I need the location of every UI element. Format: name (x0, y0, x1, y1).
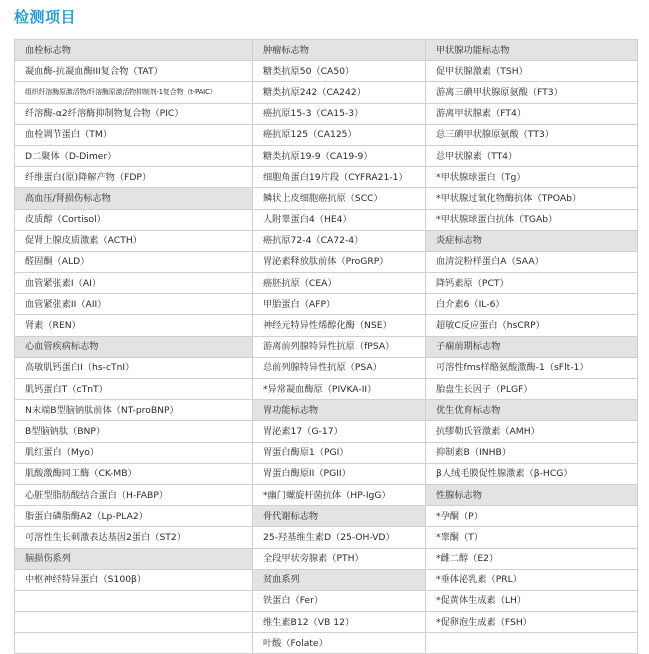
test-item: 降钙素原（PCT） (426, 273, 638, 294)
test-item: 白介素6（IL-6） (426, 294, 638, 315)
test-items-table (14, 39, 638, 654)
test-item: 维生素B12（VB 12） (253, 612, 426, 633)
test-item: 组织纤溶酶原激活物/纤溶酶原激活物抑制剂-1复合物（t-PAIC） (15, 82, 253, 103)
category-header: 脑损伤系列 (15, 548, 253, 569)
table-row (15, 103, 638, 124)
test-item: 总前列腺特异性抗原（PSA） (253, 357, 426, 378)
table-row (15, 209, 638, 230)
test-item: 心脏型脂肪酸结合蛋白（H-FABP） (15, 484, 253, 505)
test-item: 抗缪勒氏管激素（AMH） (426, 421, 638, 442)
table-row (15, 548, 638, 569)
test-item: *雌二醇（E2） (426, 548, 638, 569)
test-item: 细胞角蛋白19片段（CYFRA21-1） (253, 167, 426, 188)
test-item: *甲状腺球蛋白抗体（TGAb） (426, 209, 638, 230)
table-row (15, 357, 638, 378)
empty-cell (15, 590, 253, 611)
test-item: 胎盘生长因子（PLGF） (426, 379, 638, 400)
table-row (15, 251, 638, 272)
test-item: 高敏肌钙蛋白I（hs-cTnI） (15, 357, 253, 378)
test-item: 糖类抗原242（CA242） (253, 82, 426, 103)
test-item: 血清淀粉样蛋白A（SAA） (426, 251, 638, 272)
category-header: 炎症标志物 (426, 230, 638, 251)
test-item: *甲状腺过氧化物酶抗体（TPOAb） (426, 188, 638, 209)
table-row (15, 569, 638, 590)
table-row (15, 82, 638, 103)
test-item: 凝血酶-抗凝血酶III复合物（TAT） (15, 61, 253, 82)
test-item: 游离前列腺特异性抗原（fPSA） (253, 336, 426, 357)
category-header: 优生优育标志物 (426, 400, 638, 421)
test-item: 神经元特异性烯醇化酶（NSE） (253, 315, 426, 336)
table-row (15, 463, 638, 484)
test-item: 促肾上腺皮质激素（ACTH） (15, 230, 253, 251)
test-item: 胃泌素17（G-17） (253, 421, 426, 442)
category-header: 高血压/肾损伤标志物 (15, 188, 253, 209)
category-header: 性腺标志物 (426, 484, 638, 505)
test-item: 鳞状上皮细胞癌抗原（SCC） (253, 188, 426, 209)
table-row (15, 61, 638, 82)
test-item: 可溶性生长刺激表达基因2蛋白（ST2） (15, 527, 253, 548)
test-item: *促卵泡生成素（FSH） (426, 612, 638, 633)
test-item: 甲胎蛋白（AFP） (253, 294, 426, 315)
category-header: 骨代谢标志物 (253, 506, 426, 527)
test-item: 纤维蛋白(原)降解产物（FDP） (15, 167, 253, 188)
test-item: D二聚体（D-Dimer） (15, 145, 253, 166)
test-item: 胃泌素释放肽前体（ProGRP） (253, 251, 426, 272)
test-item: *促黄体生成素（LH） (426, 590, 638, 611)
category-header: 胃功能标志物 (253, 400, 426, 421)
table-row (15, 633, 638, 654)
table-row (15, 612, 638, 633)
table-row (15, 400, 638, 421)
table-row (15, 379, 638, 400)
test-item: 总甲状腺素（TT4） (426, 145, 638, 166)
test-item: N末端B型脑钠肽前体（NT-proBNP） (15, 400, 253, 421)
empty-cell (15, 633, 253, 654)
test-item: *孕酮（P） (426, 506, 638, 527)
test-item: 促甲状腺激素（TSH） (426, 61, 638, 82)
test-item: 游离三碘甲状腺原氨酸（FT3） (426, 82, 638, 103)
test-item: 中枢神经特异蛋白（S100β） (15, 569, 253, 590)
test-item: 游离甲状腺素（FT4） (426, 103, 638, 124)
test-item: 胃蛋白酶原II（PGII） (253, 463, 426, 484)
test-item: 癌抗原125（CA125） (253, 124, 426, 145)
test-item: 纤溶酶-α2纤溶酶抑制物复合物（PIC） (15, 103, 253, 124)
test-item: 皮质醇（Cortisol） (15, 209, 253, 230)
page-title: 检测项目 (14, 8, 77, 26)
table-row (15, 273, 638, 294)
test-item: 糖类抗原50（CA50） (253, 61, 426, 82)
test-item: *睾酮（T） (426, 527, 638, 548)
table-row (15, 484, 638, 505)
test-item: 人附睾蛋白4（HE4） (253, 209, 426, 230)
test-item: 可溶性fms样酪氨酸激酶-1（sFlt-1） (426, 357, 638, 378)
category-header: 血栓标志物 (15, 40, 253, 61)
category-header: 心血管疾病标志物 (15, 336, 253, 357)
category-header: 子痫前期标志物 (426, 336, 638, 357)
table-row (15, 124, 638, 145)
test-item: 血管紧张素II（AII） (15, 294, 253, 315)
test-item: 肌钙蛋白T（cTnT） (15, 379, 253, 400)
test-item: β人绒毛膜促性腺激素（β-HCG） (426, 463, 638, 484)
table-row (15, 145, 638, 166)
test-item: 血管紧张素I（AI） (15, 273, 253, 294)
category-header: 肿瘤标志物 (253, 40, 426, 61)
empty-cell (15, 612, 253, 633)
test-item: 抑制素B（INHB） (426, 442, 638, 463)
test-item: B型脑钠肽（BNP） (15, 421, 253, 442)
test-item: 醛固酮（ALD） (15, 251, 253, 272)
test-item: *甲状腺球蛋白（Tg） (426, 167, 638, 188)
test-item: 超敏C反应蛋白（hsCRP） (426, 315, 638, 336)
table-row (15, 527, 638, 548)
empty-cell (426, 633, 638, 654)
test-item: *垂体泌乳素（PRL） (426, 569, 638, 590)
table-row (15, 315, 638, 336)
test-item: 肌红蛋白（Myo） (15, 442, 253, 463)
table-row (15, 506, 638, 527)
table-row (15, 590, 638, 611)
table-row (15, 336, 638, 357)
category-header: 贫血系列 (253, 569, 426, 590)
test-item: 叶酸（Folate） (253, 633, 426, 654)
table-row (15, 294, 638, 315)
test-item: 肌酸激酶同工酶（CK-MB） (15, 463, 253, 484)
test-item: 脂蛋白磷脂酶A2（Lp-PLA2） (15, 506, 253, 527)
test-item: 全段甲状旁腺素（PTH） (253, 548, 426, 569)
table-row (15, 421, 638, 442)
test-item: *异常凝血酶原（PIVKA-II） (253, 379, 426, 400)
test-item: *幽门螺旋杆菌抗体（HP-IgG） (253, 484, 426, 505)
table-row (15, 167, 638, 188)
table-row (15, 230, 638, 251)
table-row (15, 40, 638, 61)
test-item: 癌胚抗原（CEA） (253, 273, 426, 294)
test-item: 25-羟基维生素D（25-OH-VD） (253, 527, 426, 548)
test-item: 胃蛋白酶原1（PGI） (253, 442, 426, 463)
test-item: 癌抗原15-3（CA15-3） (253, 103, 426, 124)
table-row (15, 442, 638, 463)
test-item: 铁蛋白（Fer） (253, 590, 426, 611)
test-item: 血栓调节蛋白（TM） (15, 124, 253, 145)
test-item: 糖类抗原19-9（CA19-9） (253, 145, 426, 166)
test-item: 癌抗原72-4（CA72-4） (253, 230, 426, 251)
category-header: 甲状腺功能标志物 (426, 40, 638, 61)
test-item: 肾素（REN） (15, 315, 253, 336)
test-item: 总三碘甲状腺原氨酸（TT3） (426, 124, 638, 145)
table-row (15, 188, 638, 209)
